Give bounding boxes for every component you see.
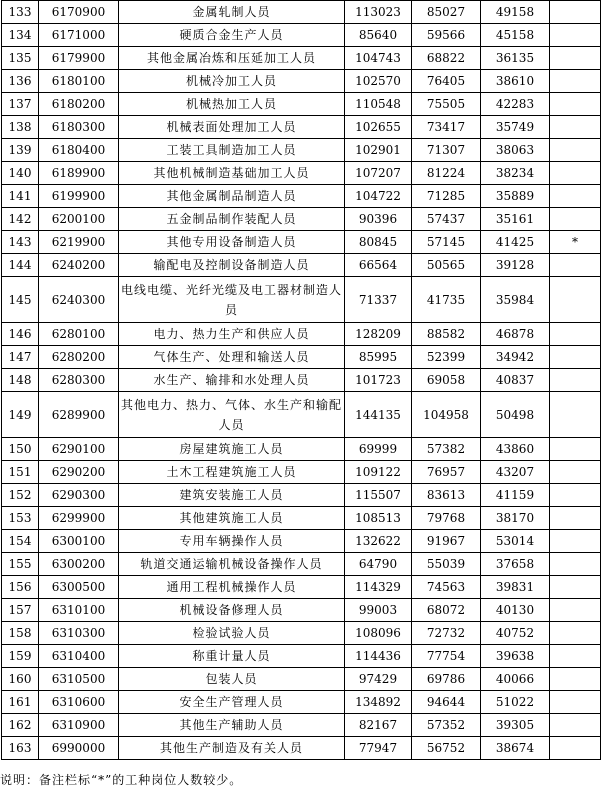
occupation-code-cell: 6240300 [39,277,119,323]
table-row [2,139,601,162]
occupation-code-cell: 6290300 [39,484,119,507]
row-number-cell: 162 [2,714,39,737]
table-row [2,645,601,668]
high-wage-cell: 97429 [345,668,412,691]
occupation-name-cell: 安全生产管理人员 [119,691,345,714]
remark-cell [550,530,601,553]
median-wage-cell: 71285 [412,185,481,208]
median-wage-cell: 73417 [412,116,481,139]
row-number-cell: 140 [2,162,39,185]
high-wage-cell: 90396 [345,208,412,231]
low-wage-cell: 38234 [481,162,550,185]
low-wage-cell: 35889 [481,185,550,208]
row-number-cell: 152 [2,484,39,507]
occupation-name-cell: 机械表面处理加工人员 [119,116,345,139]
occupation-name-cell: 硬质合金生产人员 [119,24,345,47]
low-wage-cell: 43207 [481,461,550,484]
high-wage-cell: 77947 [345,737,412,760]
row-number-cell: 133 [2,1,39,24]
occupation-name-cell: 其他专用设备制造人员 [119,231,345,254]
row-number-cell: 148 [2,369,39,392]
occupation-code-cell: 6171000 [39,24,119,47]
table-row [2,116,601,139]
median-wage-cell: 83613 [412,484,481,507]
median-wage-cell: 68822 [412,47,481,70]
occupation-code-cell: 6290100 [39,438,119,461]
row-number-cell: 137 [2,93,39,116]
remark-cell [550,1,601,24]
low-wage-cell: 40130 [481,599,550,622]
table-row [2,484,601,507]
median-wage-cell: 52399 [412,346,481,369]
remark-cell [550,576,601,599]
table-row [2,737,601,760]
median-wage-cell: 41735 [412,277,481,323]
median-wage-cell: 74563 [412,576,481,599]
table-row [2,392,601,438]
row-number-cell: 163 [2,737,39,760]
remark-cell [550,93,601,116]
occupation-code-cell: 6280100 [39,323,119,346]
occupation-name-cell: 包装人员 [119,668,345,691]
row-number-cell: 144 [2,254,39,277]
occupation-code-cell: 6240200 [39,254,119,277]
occupation-name-cell: 气体生产、处理和输送人员 [119,346,345,369]
low-wage-cell: 43860 [481,438,550,461]
high-wage-cell: 134892 [345,691,412,714]
median-wage-cell: 94644 [412,691,481,714]
table-row [2,208,601,231]
high-wage-cell: 113023 [345,1,412,24]
row-number-cell: 155 [2,553,39,576]
table-row [2,438,601,461]
occupation-name-cell: 机械冷加工人员 [119,70,345,93]
occupation-code-cell: 6299900 [39,507,119,530]
median-wage-cell: 88582 [412,323,481,346]
table-row [2,714,601,737]
table-row [2,1,601,24]
occupation-code-cell: 6180400 [39,139,119,162]
median-wage-cell: 85027 [412,1,481,24]
median-wage-cell: 57437 [412,208,481,231]
low-wage-cell: 39831 [481,576,550,599]
high-wage-cell: 104743 [345,47,412,70]
low-wage-cell: 40837 [481,369,550,392]
median-wage-cell: 79768 [412,507,481,530]
remark-cell [550,47,601,70]
table-row [2,277,601,323]
table-row [2,461,601,484]
occupation-name-cell: 其他机械制造基础加工人员 [119,162,345,185]
row-number-cell: 153 [2,507,39,530]
occupation-code-cell: 6280300 [39,369,119,392]
high-wage-cell: 128209 [345,323,412,346]
remark-cell [550,70,601,93]
occupation-wage-table [1,0,601,760]
high-wage-cell: 69999 [345,438,412,461]
occupation-code-cell: 6310600 [39,691,119,714]
row-number-cell: 135 [2,47,39,70]
low-wage-cell: 36135 [481,47,550,70]
high-wage-cell: 99003 [345,599,412,622]
occupation-code-cell: 6199900 [39,185,119,208]
occupation-code-cell: 6180100 [39,70,119,93]
occupation-name-cell: 其他建筑施工人员 [119,507,345,530]
low-wage-cell: 38063 [481,139,550,162]
occupation-name-cell: 检验试验人员 [119,622,345,645]
high-wage-cell: 102901 [345,139,412,162]
low-wage-cell: 41159 [481,484,550,507]
row-number-cell: 160 [2,668,39,691]
remark-cell [550,162,601,185]
occupation-name-cell: 机械设备修理人员 [119,599,345,622]
occupation-name-cell: 机械热加工人员 [119,93,345,116]
low-wage-cell: 35161 [481,208,550,231]
remark-cell [550,645,601,668]
low-wage-cell: 39305 [481,714,550,737]
median-wage-cell: 59566 [412,24,481,47]
remark-cell [550,24,601,47]
table-row [2,553,601,576]
high-wage-cell: 132622 [345,530,412,553]
table-row [2,530,601,553]
occupation-code-cell: 6300100 [39,530,119,553]
row-number-cell: 146 [2,323,39,346]
remark-cell [550,622,601,645]
median-wage-cell: 68072 [412,599,481,622]
table-row [2,369,601,392]
remark-cell [550,714,601,737]
median-wage-cell: 75505 [412,93,481,116]
high-wage-cell: 110548 [345,93,412,116]
occupation-code-cell: 6289900 [39,392,119,438]
row-number-cell: 150 [2,438,39,461]
low-wage-cell: 35749 [481,116,550,139]
low-wage-cell: 51022 [481,691,550,714]
occupation-name-cell: 工装工具制造加工人员 [119,139,345,162]
occupation-name-cell: 其他电力、热力、气体、水生产和输配人员 [119,392,345,438]
occupation-code-cell: 6300200 [39,553,119,576]
median-wage-cell: 69786 [412,668,481,691]
table-row [2,346,601,369]
remark-cell [550,346,601,369]
occupation-name-cell: 房屋建筑施工人员 [119,438,345,461]
low-wage-cell: 39128 [481,254,550,277]
median-wage-cell: 56752 [412,737,481,760]
occupation-code-cell: 6170900 [39,1,119,24]
row-number-cell: 145 [2,277,39,323]
high-wage-cell: 114329 [345,576,412,599]
remark-cell [550,185,601,208]
high-wage-cell: 108513 [345,507,412,530]
remark-cell [550,392,601,438]
median-wage-cell: 57145 [412,231,481,254]
low-wage-cell: 42283 [481,93,550,116]
high-wage-cell: 82167 [345,714,412,737]
low-wage-cell: 37658 [481,553,550,576]
occupation-code-cell: 6179900 [39,47,119,70]
high-wage-cell: 64790 [345,553,412,576]
median-wage-cell: 71307 [412,139,481,162]
row-number-cell: 139 [2,139,39,162]
low-wage-cell: 38610 [481,70,550,93]
high-wage-cell: 80845 [345,231,412,254]
occupation-name-cell: 土木工程建筑施工人员 [119,461,345,484]
table-row [2,231,601,254]
table-row [2,323,601,346]
remark-cell [550,737,601,760]
occupation-name-cell: 其他生产辅助人员 [119,714,345,737]
table-row [2,24,601,47]
occupation-code-cell: 6180200 [39,93,119,116]
low-wage-cell: 38170 [481,507,550,530]
row-number-cell: 143 [2,231,39,254]
row-number-cell: 134 [2,24,39,47]
table-row [2,47,601,70]
median-wage-cell: 77754 [412,645,481,668]
table-row [2,599,601,622]
row-number-cell: 158 [2,622,39,645]
median-wage-cell: 76405 [412,70,481,93]
table-row [2,93,601,116]
low-wage-cell: 40752 [481,622,550,645]
occupation-code-cell: 6310100 [39,599,119,622]
row-number-cell: 142 [2,208,39,231]
occupation-name-cell: 金属轧制人员 [119,1,345,24]
row-number-cell: 141 [2,185,39,208]
remark-cell [550,369,601,392]
high-wage-cell: 114436 [345,645,412,668]
low-wage-cell: 34942 [481,346,550,369]
remark-cell [550,553,601,576]
median-wage-cell: 76957 [412,461,481,484]
row-number-cell: 156 [2,576,39,599]
high-wage-cell: 144135 [345,392,412,438]
remark-cell [550,461,601,484]
table-row [2,254,601,277]
remark-cell [550,599,601,622]
remark-cell [550,116,601,139]
row-number-cell: 161 [2,691,39,714]
median-wage-cell: 69058 [412,369,481,392]
occupation-code-cell: 6310500 [39,668,119,691]
high-wage-cell: 102570 [345,70,412,93]
low-wage-cell: 35984 [481,277,550,323]
low-wage-cell: 49158 [481,1,550,24]
high-wage-cell: 104722 [345,185,412,208]
table-row [2,622,601,645]
table-footnote: 说明：备注栏标“*”的工种岗位人数较少。 [0,773,243,787]
high-wage-cell: 107207 [345,162,412,185]
high-wage-cell: 85640 [345,24,412,47]
occupation-code-cell: 6219900 [39,231,119,254]
row-number-cell: 136 [2,70,39,93]
remark-cell: * [550,231,601,254]
median-wage-cell: 55039 [412,553,481,576]
high-wage-cell: 109122 [345,461,412,484]
low-wage-cell: 38674 [481,737,550,760]
occupation-name-cell: 建筑安装施工人员 [119,484,345,507]
remark-cell [550,438,601,461]
occupation-name-cell: 称重计量人员 [119,645,345,668]
occupation-name-cell: 其他生产制造及有关人员 [119,737,345,760]
occupation-code-cell: 6300500 [39,576,119,599]
median-wage-cell: 57382 [412,438,481,461]
occupation-code-cell: 6310300 [39,622,119,645]
high-wage-cell: 66564 [345,254,412,277]
occupation-name-cell: 轨道交通运输机械设备操作人员 [119,553,345,576]
high-wage-cell: 85995 [345,346,412,369]
low-wage-cell: 45158 [481,24,550,47]
occupation-name-cell: 电力、热力生产和供应人员 [119,323,345,346]
row-number-cell: 159 [2,645,39,668]
row-number-cell: 149 [2,392,39,438]
occupation-code-cell: 6280200 [39,346,119,369]
low-wage-cell: 50498 [481,392,550,438]
remark-cell [550,277,601,323]
table-row [2,507,601,530]
low-wage-cell: 46878 [481,323,550,346]
row-number-cell: 157 [2,599,39,622]
high-wage-cell: 102655 [345,116,412,139]
high-wage-cell: 115507 [345,484,412,507]
median-wage-cell: 81224 [412,162,481,185]
remark-cell [550,507,601,530]
occupation-code-cell: 6189900 [39,162,119,185]
occupation-name-cell: 专用车辆操作人员 [119,530,345,553]
table-row [2,576,601,599]
occupation-name-cell: 电线电缆、光纤光缆及电工器材制造人员 [119,277,345,323]
occupation-code-cell: 6200100 [39,208,119,231]
median-wage-cell: 57352 [412,714,481,737]
remark-cell [550,208,601,231]
row-number-cell: 151 [2,461,39,484]
high-wage-cell: 108096 [345,622,412,645]
high-wage-cell: 101723 [345,369,412,392]
table-row [2,185,601,208]
low-wage-cell: 41425 [481,231,550,254]
row-number-cell: 138 [2,116,39,139]
table-row [2,668,601,691]
occupation-name-cell: 其他金属制品制造人员 [119,185,345,208]
table-body [2,1,601,760]
occupation-name-cell: 水生产、输排和水处理人员 [119,369,345,392]
occupation-name-cell: 输配电及控制设备制造人员 [119,254,345,277]
table-row [2,691,601,714]
remark-cell [550,323,601,346]
remark-cell [550,254,601,277]
median-wage-cell: 91967 [412,530,481,553]
high-wage-cell: 71337 [345,277,412,323]
table-row [2,162,601,185]
occupation-name-cell: 五金制品制作装配人员 [119,208,345,231]
median-wage-cell: 50565 [412,254,481,277]
occupation-code-cell: 6290200 [39,461,119,484]
low-wage-cell: 40066 [481,668,550,691]
low-wage-cell: 39638 [481,645,550,668]
occupation-code-cell: 6310400 [39,645,119,668]
low-wage-cell: 53014 [481,530,550,553]
row-number-cell: 154 [2,530,39,553]
occupation-name-cell: 其他金属冶炼和压延加工人员 [119,47,345,70]
occupation-name-cell: 通用工程机械操作人员 [119,576,345,599]
remark-cell [550,668,601,691]
occupation-code-cell: 6990000 [39,737,119,760]
remark-cell [550,484,601,507]
median-wage-cell: 104958 [412,392,481,438]
row-number-cell: 147 [2,346,39,369]
occupation-code-cell: 6310900 [39,714,119,737]
occupation-code-cell: 6180300 [39,116,119,139]
median-wage-cell: 72732 [412,622,481,645]
remark-cell [550,691,601,714]
table-row [2,70,601,93]
remark-cell [550,139,601,162]
